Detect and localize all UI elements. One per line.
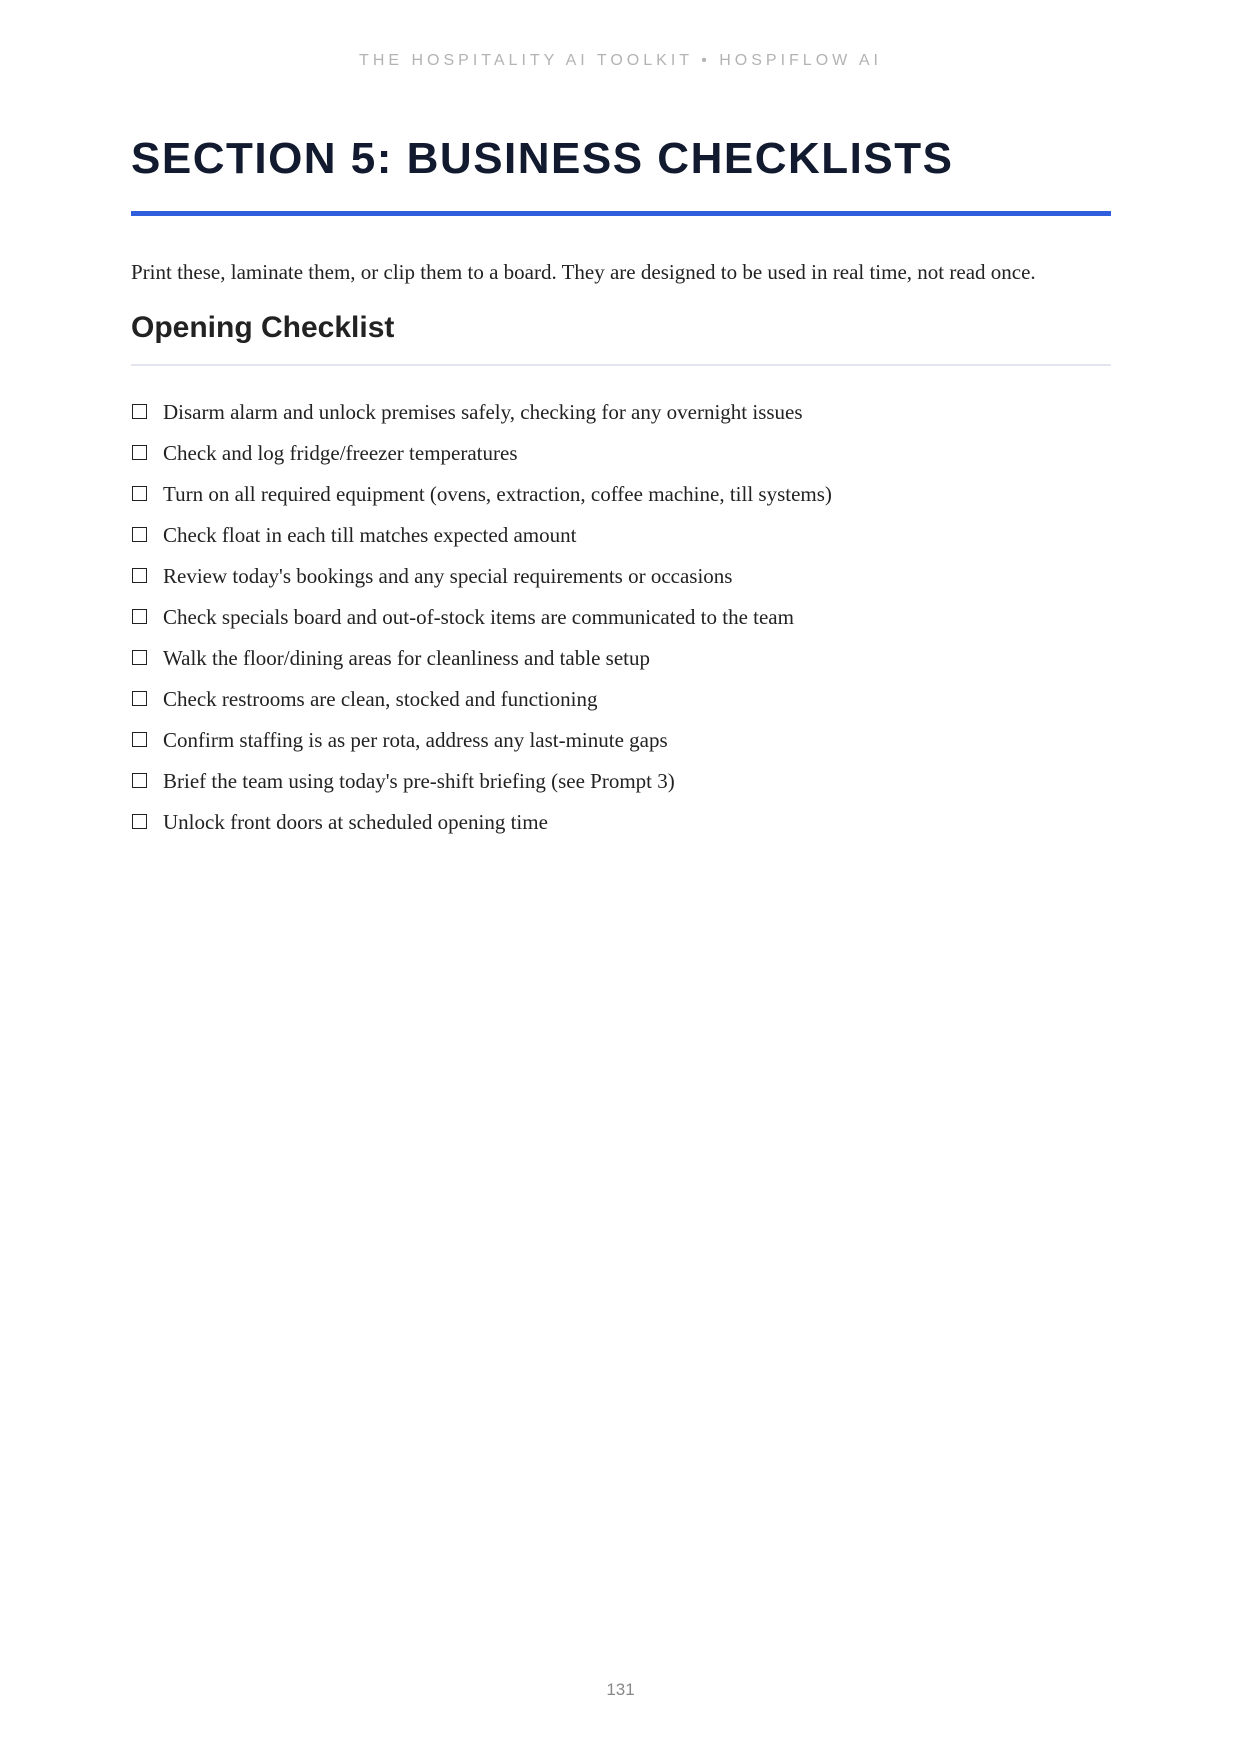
intro-paragraph: Print these, laminate them, or clip them to a board. They are designed to be used in real time, not read once. [131, 260, 1036, 284]
empty-checkbox-icon [132, 814, 147, 829]
checklist-item [131, 726, 1111, 767]
title-divider [131, 211, 1111, 216]
checklist-item-label: Check float in each till matches expected amount [163, 523, 577, 547]
empty-checkbox-icon [132, 609, 147, 624]
empty-checkbox-icon [132, 404, 147, 419]
checklist-item-label: Brief the team using today's pre-shift briefing (see Prompt 3) [163, 769, 675, 793]
checklist-item [131, 480, 1111, 521]
opening-checklist [131, 398, 1111, 849]
empty-checkbox-icon [132, 445, 147, 460]
checklist-item [131, 808, 1111, 849]
checklist-item-label: Walk the floor/dining areas for cleanliness and table setup [163, 646, 650, 670]
empty-checkbox-icon [132, 773, 147, 788]
checklist-item [131, 398, 1111, 439]
empty-checkbox-icon [132, 691, 147, 706]
checklist-item-label: Confirm staffing is as per rota, address any last-minute gaps [163, 728, 668, 752]
empty-checkbox-icon [132, 568, 147, 583]
checklist-item-label: Review today's bookings and any special requirements or occasions [163, 564, 733, 588]
checklist-item-label: Check specials board and out-of-stock items are communicated to the team [163, 605, 794, 629]
checklist-item-label: Unlock front doors at scheduled opening time [163, 810, 548, 834]
empty-checkbox-icon [132, 732, 147, 747]
empty-checkbox-icon [132, 527, 147, 542]
checklist-item-label: Check and log fridge/freezer temperatures [163, 441, 518, 465]
empty-checkbox-icon [132, 486, 147, 501]
page-content [131, 130, 1111, 849]
section-title: SECTION 5: BUSINESS CHECKLISTS [131, 134, 954, 183]
checklist-item [131, 439, 1111, 480]
checklist-item [131, 767, 1111, 808]
checklist-divider [131, 364, 1111, 366]
checklist-item [131, 644, 1111, 685]
checklist-item [131, 603, 1111, 644]
running-header: THE HOSPITALITY AI TOOLKIT • HOSPIFLOW AI [359, 52, 882, 69]
empty-checkbox-icon [132, 650, 147, 665]
checklist-item-label: Check restrooms are clean, stocked and functioning [163, 687, 598, 711]
page-number: 131 [606, 1680, 635, 1699]
checklist-item-label: Turn on all required equipment (ovens, extraction, coffee machine, till systems) [163, 482, 832, 506]
checklist-item [131, 562, 1111, 603]
checklist-item [131, 521, 1111, 562]
checklist-item [131, 685, 1111, 726]
checklist-item-label: Disarm alarm and unlock premises safely, checking for any overnight issues [163, 400, 803, 424]
checklist-title: Opening Checklist [131, 311, 395, 344]
